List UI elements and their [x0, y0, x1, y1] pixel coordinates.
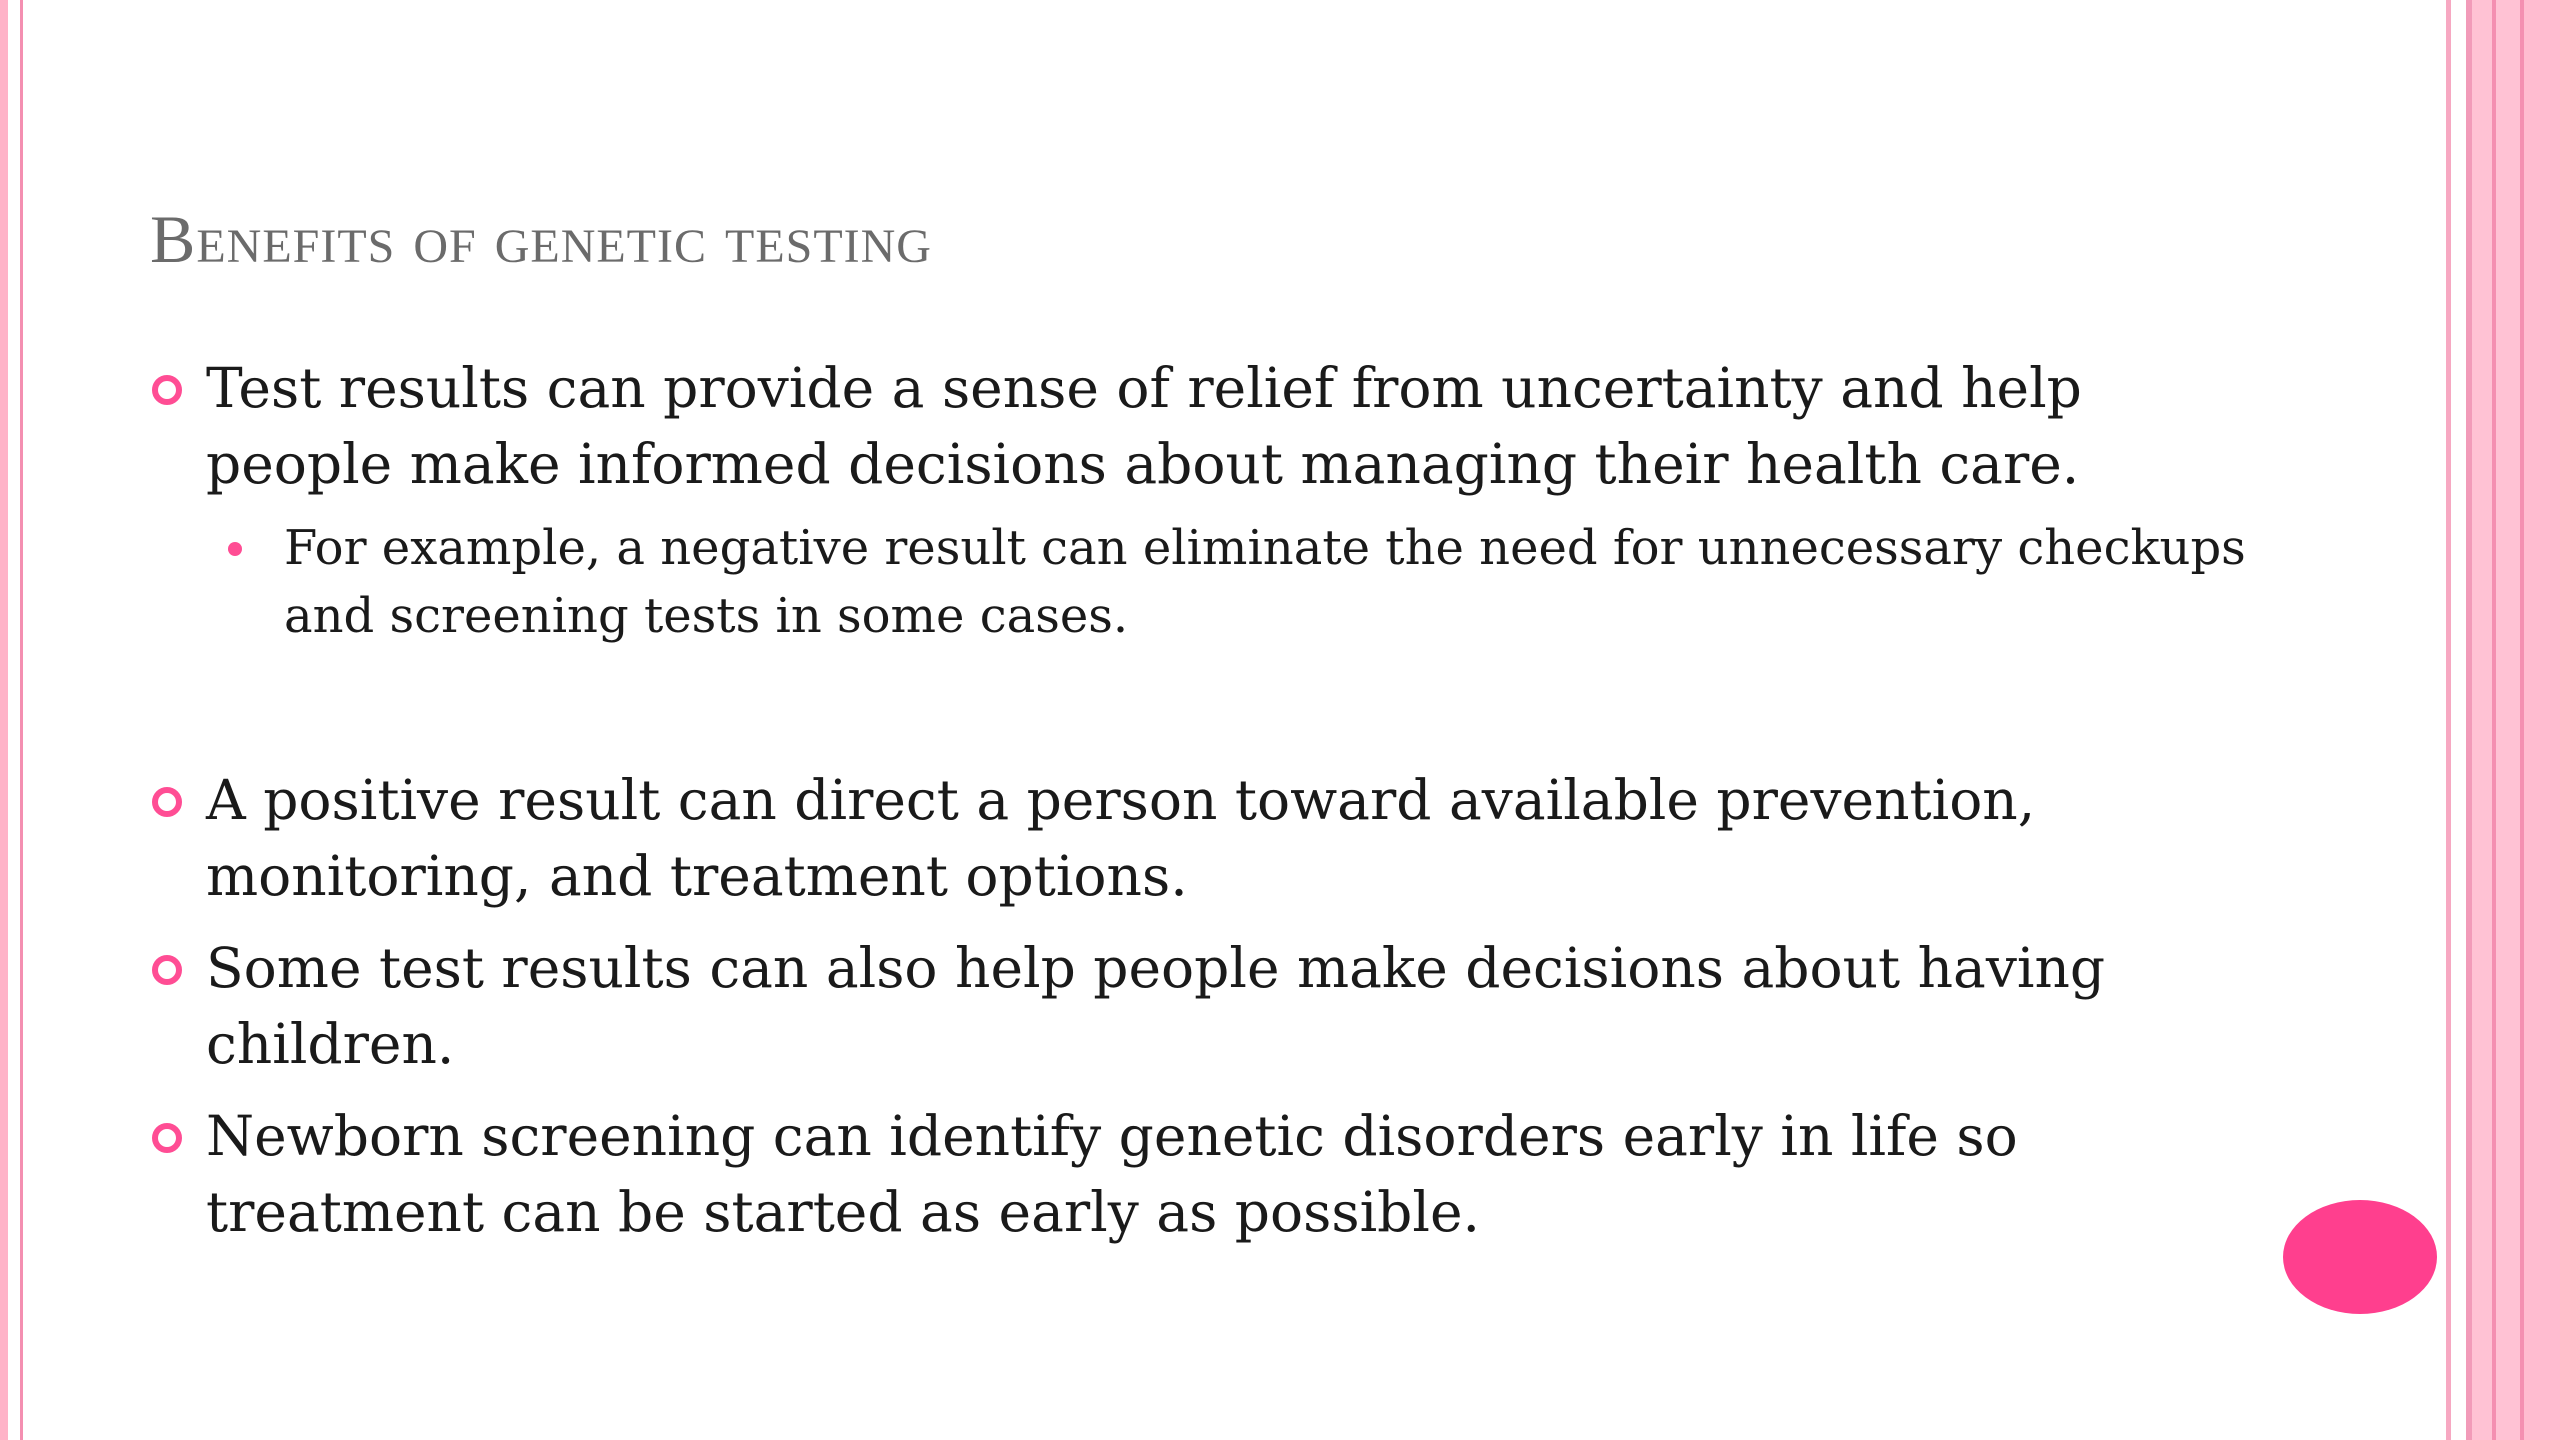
sub-bullet-item	[150, 514, 2250, 650]
slide-title: Benefits of genetic testing	[150, 201, 932, 277]
left-border-line	[0, 0, 8, 1440]
left-border-inner-line	[20, 0, 23, 1440]
ring-bullet-icon	[152, 955, 182, 985]
slide-content	[150, 350, 2250, 1266]
bullet-item	[150, 930, 2250, 1082]
bullet-text: Some test results can also help people make decisions about having children.	[206, 936, 2106, 1076]
ring-bullet-icon	[152, 1123, 182, 1153]
bullet-text: Test results can provide a sense of relief from uncertainty and help people make informed decisions about managing their health care.	[206, 356, 2082, 496]
pink-oval-decoration	[2283, 1200, 2437, 1314]
ring-bullet-icon	[152, 787, 182, 817]
bullet-item	[150, 762, 2250, 914]
sub-bullet-text: For example, a negative result can eliminate the need for unnecessary checkups and screening tests in some cases.	[284, 520, 2246, 644]
bullet-text: Newborn screening can identify genetic disorders early in life so treatment can be started as early as possible.	[206, 1104, 2018, 1244]
dot-bullet-icon	[228, 542, 242, 556]
bullet-item	[150, 1098, 2250, 1250]
ring-bullet-icon	[152, 375, 182, 405]
right-decorative-stripes	[2446, 0, 2560, 1440]
bullet-text: A positive result can direct a person toward available prevention, monitoring, and treatment options.	[206, 768, 2036, 908]
bullet-item	[150, 350, 2250, 502]
